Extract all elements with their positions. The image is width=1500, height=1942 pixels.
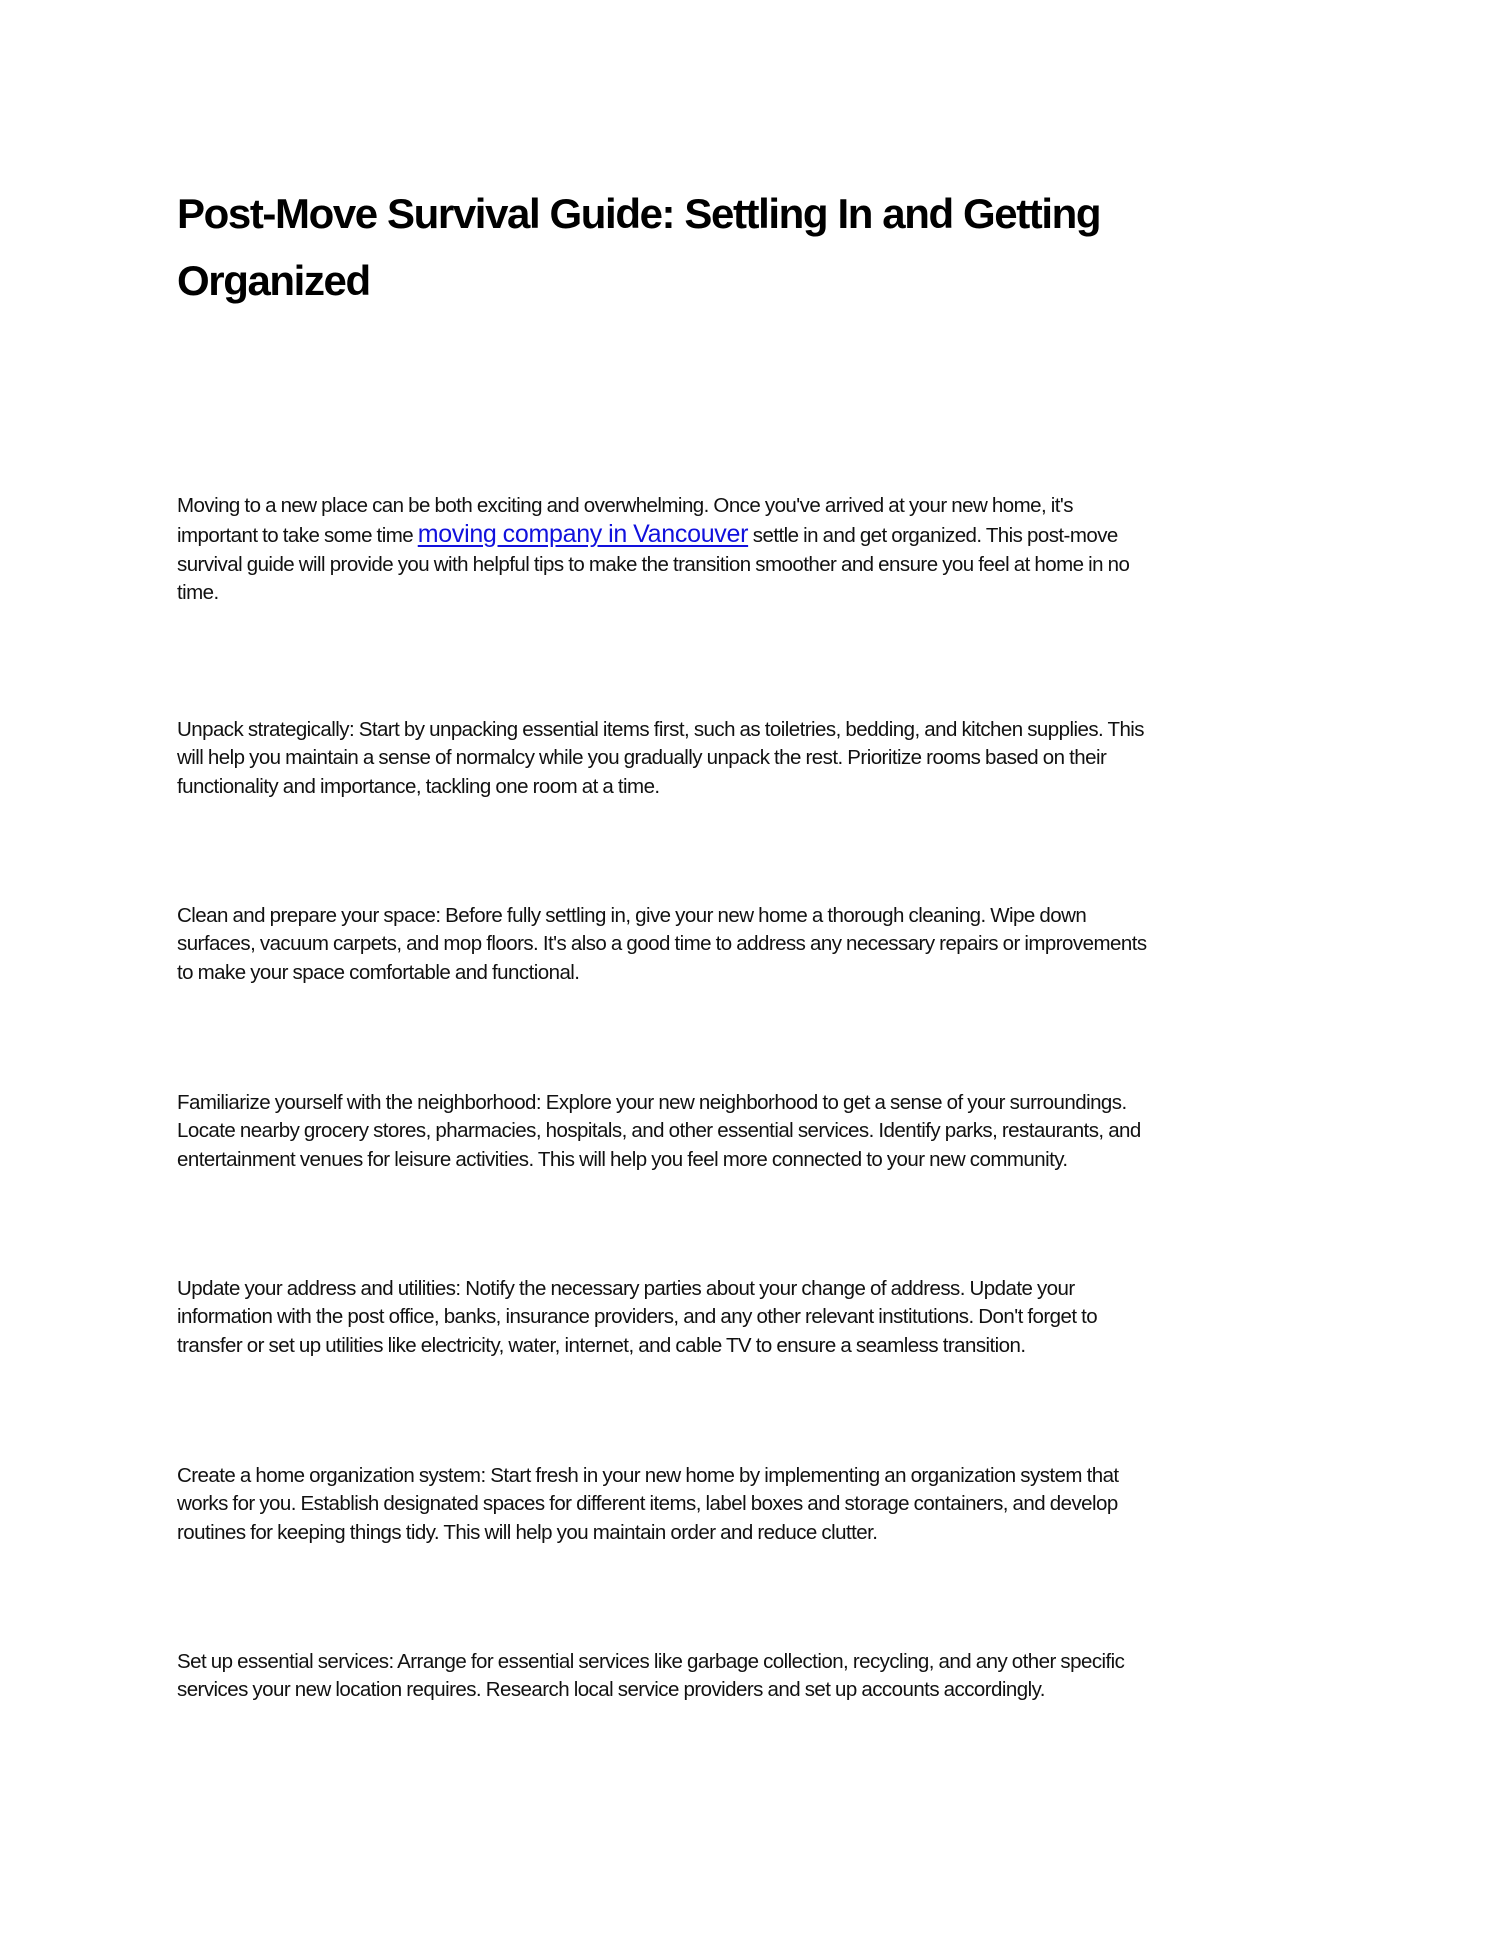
paragraph-text: important to take some time <box>177 524 418 548</box>
paragraph-line: information with the post office, banks, insurance providers, and any other relevant institutions. Don't forget to <box>177 1305 1098 1329</box>
paragraph-line: works for you. Establish designated spaces for different items, label boxes and storage containers, and develop <box>177 1492 1118 1516</box>
paragraph-line: routines for keeping things tidy. This will help you maintain order and reduce clutter. <box>177 1520 878 1544</box>
paragraph-line: services your new location requires. Research local service providers and set up accounts accordingly. <box>177 1678 1045 1702</box>
section-clean-and-prepare <box>177 902 1147 987</box>
paragraph-line: Locate nearby grocery stores, pharmacies, hospitals, and other essential services. Identify parks, restaurants, and <box>177 1119 1141 1143</box>
paragraph-line: will help you maintain a sense of normalcy while you gradually unpack the rest. Prioritize rooms based on their <box>177 746 1107 770</box>
paragraph-line: Create a home organization system: Start fresh in your new home by implementing an organization system that <box>177 1464 1119 1487</box>
paragraph-line: Moving to a new place can be both exciting and overwhelming. Once you've arrived at your new home, it's <box>177 494 1073 517</box>
paragraph-line: entertainment venues for leisure activities. This will help you feel more connected to your new community. <box>177 1147 1068 1171</box>
section-update-address-utilities <box>177 1275 1097 1360</box>
page-title <box>177 180 1100 314</box>
paragraph-line: transfer or set up utilities like electricity, water, internet, and cable TV to ensure a seamless transition. <box>177 1333 1026 1357</box>
title-line: Post-Move Survival Guide: Settling In and Getting <box>177 190 1101 237</box>
section-essential-services <box>177 1648 1124 1705</box>
paragraph-line <box>177 520 1129 550</box>
intro-paragraph <box>177 492 1129 607</box>
paragraph-line: time. <box>177 580 219 604</box>
paragraph-line: Unpack strategically: Start by unpacking essential items first, such as toiletries, bedding, and kitchen supplies. This <box>177 718 1144 741</box>
moving-company-link[interactable]: moving company in Vancouver <box>417 520 749 549</box>
paragraph-text: settle in and get organized. This post-move <box>748 524 1118 548</box>
title-line: Organized <box>177 257 370 304</box>
paragraph-line: surfaces, vacuum carpets, and mop floors. It's also a good time to address any necessary repairs or improvements <box>177 932 1147 956</box>
section-familiarize-neighborhood <box>177 1089 1141 1174</box>
paragraph-line: Familiarize yourself with the neighborhood: Explore your new neighborhood to get a sense of your surroundings. <box>177 1091 1127 1114</box>
section-home-organization <box>177 1462 1119 1547</box>
paragraph-line: Set up essential services: Arrange for essential services like garbage collection, recycling, and any other specific <box>177 1650 1125 1673</box>
paragraph-line: survival guide will provide you with helpful tips to make the transition smoother and ensure you feel at home in no <box>177 552 1130 576</box>
paragraph-line: functionality and importance, tackling one room at a time. <box>177 774 660 798</box>
section-unpack-strategically <box>177 716 1144 801</box>
paragraph-line: Clean and prepare your space: Before fully settling in, give your new home a thorough cleaning. Wipe down <box>177 904 1087 927</box>
paragraph-line: Update your address and utilities: Notify the necessary parties about your change of address. Update your <box>177 1277 1075 1300</box>
paragraph-line: to make your space comfortable and functional. <box>177 960 580 984</box>
